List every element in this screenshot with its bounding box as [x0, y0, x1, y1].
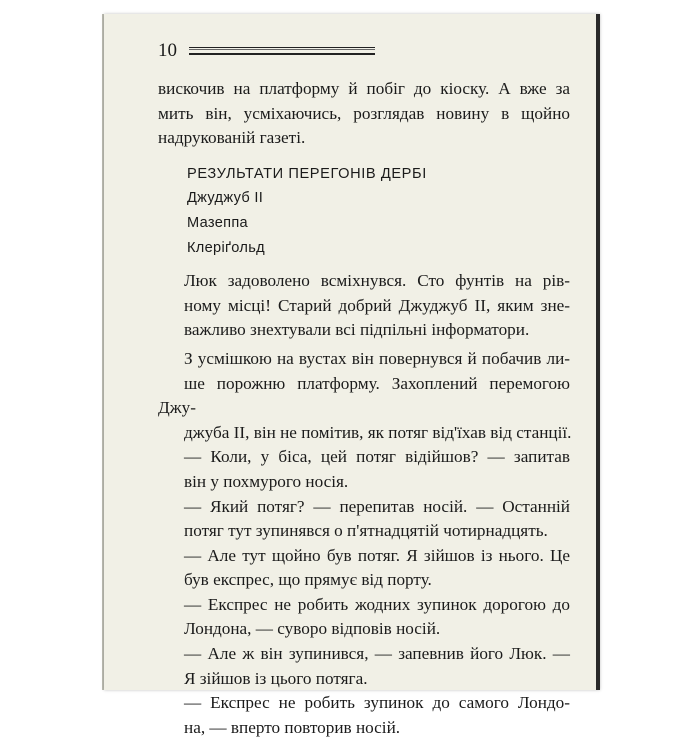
text-line: вискочив на платформу й побіг до кіоску. А вже за [158, 79, 570, 98]
text-line: Лондона, — суворо відповів носій. [184, 619, 441, 639]
header-rule [189, 47, 375, 55]
race-place-1: Джуджуб II [187, 190, 264, 207]
dialogue-paragraph [158, 544, 570, 593]
text-line: був експрес, що прямує від порту. [184, 570, 432, 590]
text-line: — Але тут щойно був потяг. Я зійшов із нього. Це [184, 545, 570, 565]
text-line: — Експрес не робить жодних зупинок дорогою до [184, 594, 570, 614]
page-edge-right [596, 14, 600, 690]
page-number: 10 [158, 40, 177, 61]
race-place-2: Мазеппа [187, 214, 248, 231]
text-line: ше порожню платформу. Захоплений перемогою Джу- [158, 373, 570, 418]
page-text [158, 77, 570, 740]
dialogue-paragraph [158, 593, 570, 642]
text-line: — Але ж він зупинився, — запевнив його Люк. — [184, 644, 570, 664]
opening-paragraph [158, 77, 570, 151]
text-line: на, — вперто повторив носій. [184, 717, 401, 737]
text-line: надрукованій газеті. [158, 128, 306, 148]
text-line: потяг тут зупинявся о п'ятнадцятій чотирнадцять. [184, 521, 548, 541]
paragraph [158, 347, 570, 445]
dialogue-paragraph [158, 445, 570, 494]
paragraph [158, 269, 570, 343]
text-line: Я зійшов із цього потяга. [184, 668, 368, 688]
race-place-3: Клеріґольд [187, 239, 265, 256]
text-line: Люк задоволено всміхнувся. Сто фунтів на рів- [184, 271, 570, 291]
dialogue-paragraph [158, 691, 570, 740]
race-results-title: РЕЗУЛЬТАТИ ПЕРЕГОНІВ ДЕРБІ [187, 165, 427, 182]
text-line: З усмішкою на вустах він повернувся й побачив ли- [184, 348, 570, 368]
text-line: ному місці! Старий добрий Джуджуб II, яким зне- [184, 295, 570, 315]
text-line: джуба II, він не помітив, як потяг від'їхав від станції. [184, 422, 572, 442]
text-line: — Експрес не робить зупинок до самого Лондо- [184, 693, 570, 713]
race-results-block [158, 162, 570, 260]
dialogue-paragraph [158, 495, 570, 544]
text-line: мить він, усміхаючись, розглядав новину в щойно [158, 103, 570, 123]
text-line: — Коли, у біса, цей потяг відійшов? — запитав [184, 447, 570, 467]
text-line: він у похмурого носія. [184, 471, 349, 491]
text-line: важливо знехтували всі підпільні інформатори. [184, 320, 530, 340]
text-line: — Який потяг? — перепитав носій. — Останній [184, 496, 570, 516]
dialogue-paragraph [158, 642, 570, 691]
